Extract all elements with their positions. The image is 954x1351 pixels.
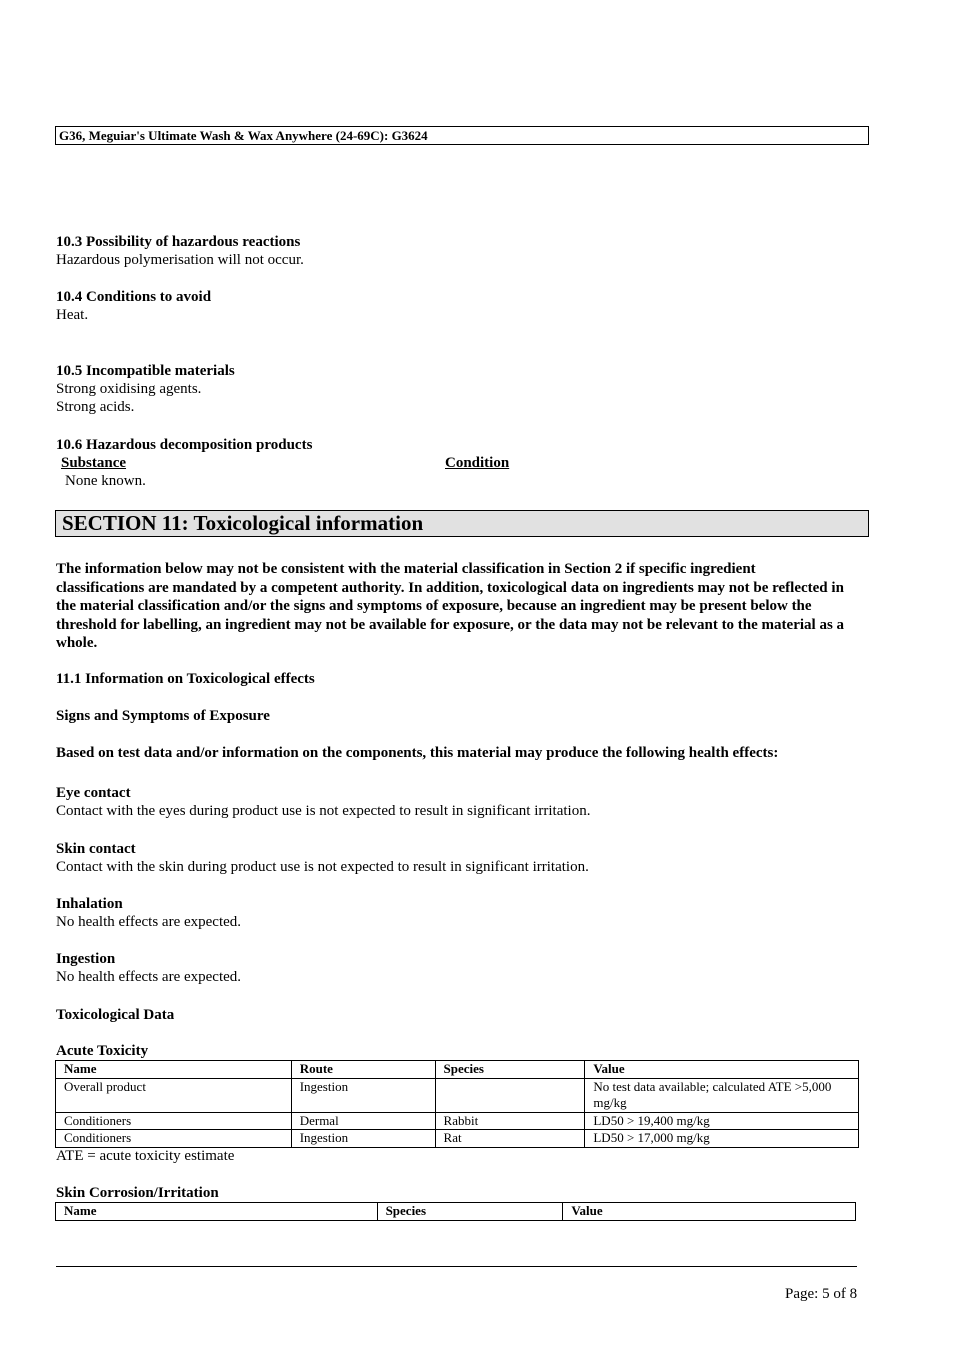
section-11-intro: The information below may not be consistent with the material classification in Section 2 if specific ingredient classifications are mandated by a competent authority. In addition, toxicological data on ingredients may not be reflected in the material classification and/or the signs and symptoms of exposure, because an ingredient may be present below the threshold for labelling, an ingredient may not be available for exposure, or the data may not be relevant to the material as a whole.: [56, 561, 845, 651]
column-header: Species: [435, 1061, 585, 1079]
cell-route: Dermal: [291, 1112, 435, 1130]
text-inhalation: No health effects are expected.: [56, 914, 242, 930]
cell-value: LD50 > 17,000 mg/kg: [585, 1130, 859, 1148]
text-10-5-line1: Strong oxidising agents.: [56, 381, 202, 397]
text-10-5-line2: Strong acids.: [56, 399, 135, 415]
heading-tox-data: Toxicological Data: [56, 1007, 175, 1023]
cell-value: LD50 > 19,400 mg/kg: [585, 1112, 859, 1130]
cell-name: Overall product: [56, 1078, 292, 1112]
col-substance: Substance: [61, 455, 127, 471]
section-11-title: SECTION 11: Toxicological information: [55, 510, 869, 537]
text-10-3: Hazardous polymerisation will not occur.: [56, 252, 304, 268]
heading-10-5: 10.5 Incompatible materials: [56, 363, 235, 379]
heading-inhalation: Inhalation: [56, 896, 123, 912]
table-row: [56, 1112, 859, 1130]
product-header: G36, Meguiar's Ultimate Wash & Wax Anywhere (24-69C): G3624: [55, 126, 869, 145]
cell-species: [435, 1078, 585, 1112]
column-header: Value: [585, 1061, 859, 1079]
decomposition-value: None known.: [65, 473, 146, 489]
heading-10-4: 10.4 Conditions to avoid: [56, 289, 212, 305]
heading-10-3: 10.3 Possibility of hazardous reactions: [56, 234, 301, 250]
heading-skin-contact: Skin contact: [56, 841, 136, 857]
health-effects-intro: Based on test data and/or information on the components, this material may produce the following health effects:: [56, 745, 779, 761]
heading-10-6: 10.6 Hazardous decomposition products: [56, 437, 313, 453]
heading-acute-toxicity: Acute Toxicity: [56, 1043, 149, 1059]
text-skin-contact: Contact with the skin during product use is not expected to result in significant irritation.: [56, 859, 589, 875]
heading-ingestion: Ingestion: [56, 951, 116, 967]
column-header: Name: [56, 1203, 378, 1221]
cell-name: Conditioners: [56, 1112, 292, 1130]
table-row: [56, 1130, 859, 1148]
cell-route: Ingestion: [291, 1130, 435, 1148]
heading-eye-contact: Eye contact: [56, 785, 131, 801]
column-header: Species: [377, 1203, 563, 1221]
cell-value: No test data available; calculated ATE >5,000 mg/kg: [585, 1078, 859, 1112]
table-row: [56, 1078, 859, 1112]
text-ingestion: No health effects are expected.: [56, 969, 242, 985]
cell-species: Rat: [435, 1130, 585, 1148]
cell-species: Rabbit: [435, 1112, 585, 1130]
column-header: Route: [291, 1061, 435, 1079]
col-condition: Condition: [445, 455, 510, 471]
page-number: Page: 5 of 8: [785, 1286, 858, 1302]
skin-corrosion-table: [55, 1202, 856, 1221]
table-header-row: [56, 1061, 859, 1079]
footer-divider: [56, 1266, 857, 1267]
cell-route: Ingestion: [291, 1078, 435, 1112]
text-10-4: Heat.: [56, 307, 89, 323]
column-header: Name: [56, 1061, 292, 1079]
text-eye-contact: Contact with the eyes during product use is not expected to result in significant irritation.: [56, 803, 591, 819]
cell-name: Conditioners: [56, 1130, 292, 1148]
heading-skin-corrosion: Skin Corrosion/Irritation: [56, 1185, 219, 1201]
column-header: Value: [563, 1203, 856, 1221]
heading-signs-symptoms: Signs and Symptoms of Exposure: [56, 708, 270, 724]
heading-11-1: 11.1 Information on Toxicological effects: [56, 671, 315, 687]
acute-toxicity-table: [55, 1060, 859, 1148]
table-header-row: [56, 1203, 856, 1221]
ate-note: ATE = acute toxicity estimate: [56, 1148, 235, 1164]
